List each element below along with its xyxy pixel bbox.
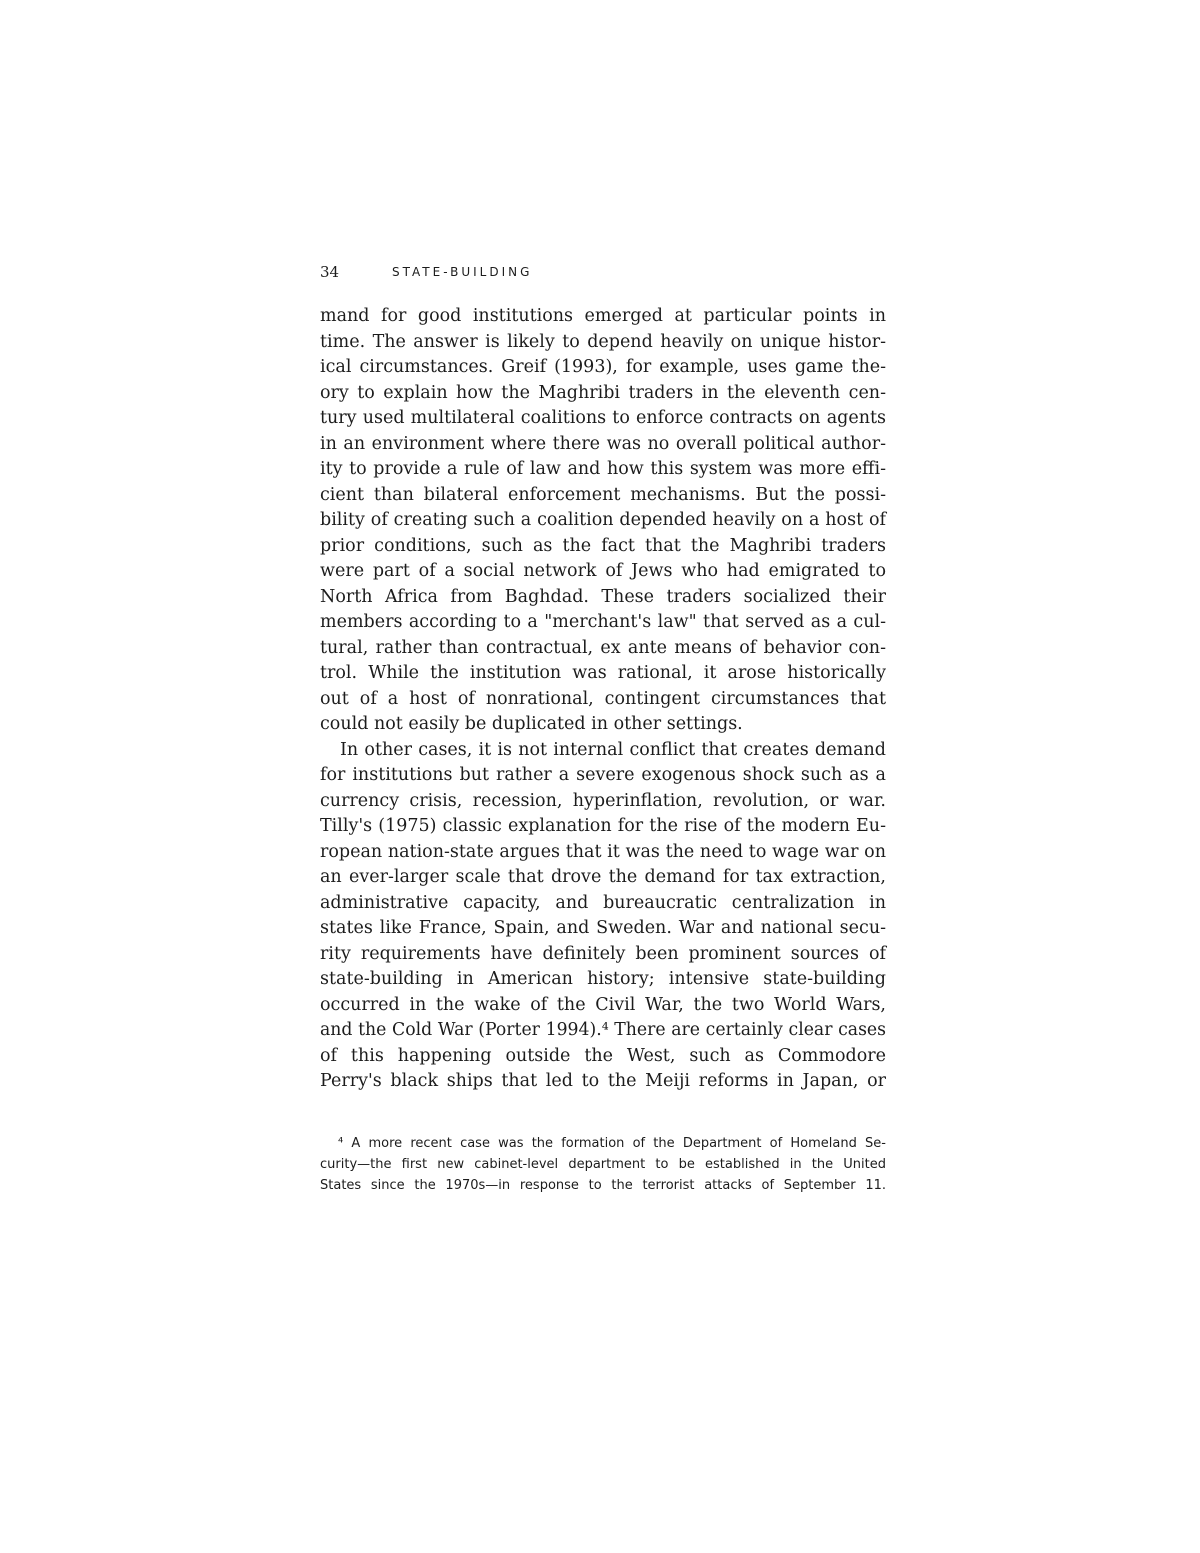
- footnote-line: States since the 1970s—in response to the terrorist attacks of September 11.: [320, 1178, 886, 1193]
- running-head-title: STATE-BUILDING: [392, 265, 533, 279]
- footnote-line: curity—the first new cabinet-level department to be established in the United: [320, 1157, 886, 1172]
- body-line: administrative capacity, and bureaucratic centralization in: [320, 892, 886, 913]
- body-line: prior conditions, such as the fact that the Maghribi traders: [320, 535, 886, 556]
- body-line: tury used multilateral coalitions to enforce contracts on agents: [320, 408, 886, 428]
- body-line: ropean nation-state argues that it was the need to wage war on: [320, 841, 886, 862]
- body-line: members according to a "merchant's law" that served as a cul-: [320, 612, 886, 632]
- body-line: for institutions but rather a severe exogenous shock such as a: [320, 765, 886, 785]
- body-line: currency crisis, recession, hyperinflation, revolution, or war.: [320, 790, 886, 811]
- body-line: Tilly's (1975) classic explanation for the rise of the modern Eu-: [320, 816, 886, 836]
- footnote-line: ⁴ A more recent case was the formation of the Department of Homeland Se-: [338, 1136, 886, 1151]
- body-line: states like France, Spain, and Sweden. War and national secu-: [320, 918, 886, 938]
- body-line: trol. While the institution was rational, it arose historically: [320, 663, 886, 683]
- body-line: in an environment where there was no overall political author-: [320, 433, 886, 454]
- body-line: cient than bilateral enforcement mechanisms. But the possi-: [320, 484, 886, 505]
- paragraph-start-line: In other cases, it is not internal conflict that creates demand: [340, 739, 886, 760]
- body-line: North Africa from Baghdad. These traders socialized their: [320, 586, 886, 607]
- body-line: and the Cold War (Porter 1994).⁴ There are certainly clear cases: [320, 1020, 886, 1040]
- body-line: tural, rather than contractual, ex ante means of behavior con-: [320, 637, 886, 658]
- body-line: could not easily be duplicated in other settings.: [320, 714, 743, 734]
- body-text: [320, 304, 886, 1095]
- body-line: ory to explain how the Maghribi traders in the eleventh cen-: [320, 382, 886, 403]
- body-line: ity to provide a rule of law and how this system was more effi-: [320, 459, 886, 479]
- body-line: time. The answer is likely to depend heavily on unique histor-: [320, 331, 886, 352]
- body-line: of this happening outside the West, such as Commodore: [320, 1045, 886, 1066]
- body-line: bility of creating such a coalition depended heavily on a host of: [320, 510, 886, 530]
- running-head: [320, 260, 886, 284]
- body-line: Perry's black ships that led to the Meiji reforms in Japan, or: [320, 1071, 886, 1091]
- body-line: state-building in American history; intensive state-building: [320, 969, 886, 989]
- body-line: were part of a social network of Jews who had emigrated to: [320, 561, 886, 581]
- body-line: occurred in the wake of the Civil War, the two World Wars,: [320, 994, 886, 1015]
- body-line: out of a host of nonrational, contingent circumstances that: [320, 688, 886, 709]
- page-number: 34: [320, 263, 340, 281]
- body-line: mand for good institutions emerged at particular points in: [320, 306, 886, 326]
- footnote: [320, 1133, 886, 1196]
- body-line: rity requirements have definitely been prominent sources of: [320, 943, 886, 964]
- body-line: an ever-larger scale that drove the demand for tax extraction,: [320, 867, 886, 887]
- body-line: ical circumstances. Greif (1993), for example, uses game the-: [320, 357, 886, 377]
